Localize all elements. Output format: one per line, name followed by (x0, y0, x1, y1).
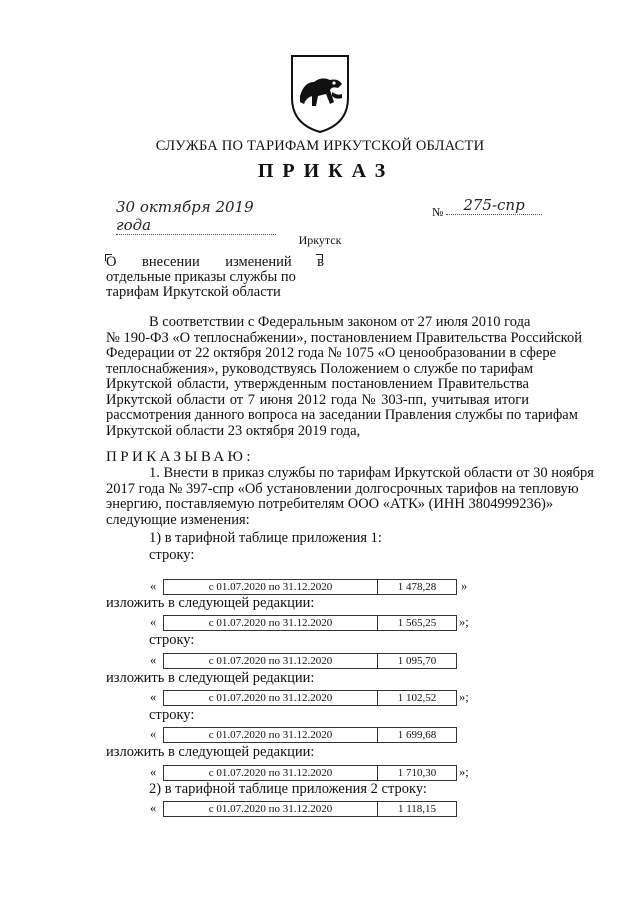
subitem-1-heading: 1) в тарифной таблице приложения 1: (149, 530, 382, 546)
open-quote: « (150, 579, 157, 593)
subject-line: тарифам Иркутской области (106, 284, 281, 300)
item-1-line: следующие изменения: (106, 511, 250, 528)
tariff-row (0, 801, 640, 817)
tariff-row (0, 690, 640, 706)
preamble-line: Иркутской области от 7 июня 2012 года № 303-пп, учитывая итоги (106, 391, 529, 408)
tariff-row (0, 579, 640, 595)
close-quote: »; (459, 765, 469, 779)
close-quote: » (461, 579, 468, 593)
order-number-handwritten: 275-спр (446, 196, 542, 215)
close-quote: »; (459, 615, 469, 629)
preamble-line: теплоснабжения», руководствуясь Положением о службе по тарифам (106, 360, 534, 377)
edit-phrase: изложить в следующей редакции: (106, 670, 315, 686)
tariff-table (163, 801, 457, 817)
item-1-paragraph (106, 465, 594, 528)
preamble-paragraph (106, 314, 582, 439)
item-1-line: 1. Внести в приказ службы по тарифам Иркутской области от 30 ноября (149, 465, 594, 481)
subitem-2-heading: 2) в тарифной таблице приложения 2 строку: (149, 781, 427, 797)
tariff-value: 1 478,28 (397, 581, 437, 593)
order-date-handwritten: 30 октября 2019 года (116, 198, 276, 235)
order-number-label: № (432, 205, 444, 219)
tariff-period: с 01.07.2020 по 31.12.2020 (164, 728, 378, 742)
orders-word: ПРИКАЗЫВАЮ: (106, 449, 254, 465)
edit-phrase: изложить в следующей редакции: (106, 595, 315, 611)
item-1-line: энергию, поставляемую потребителям ООО «АТК» (ИНН 3804999236)» (106, 496, 554, 512)
order-subject (106, 255, 324, 300)
tariff-value: 1 102,52 (397, 692, 437, 704)
row-word: строку: (149, 632, 195, 648)
tariff-table (163, 690, 457, 706)
preamble-line: Иркутской области, утвержденным постановлением Правительства (106, 376, 529, 392)
document-title: ПРИКАЗ (257, 160, 395, 182)
agency-name: СЛУЖБА ПО ТАРИФАМ ИРКУТСКОЙ ОБЛАСТИ (155, 138, 485, 154)
coat-of-arms-emblem (288, 52, 352, 134)
item-1-line: 2017 года № 397-спр «Об установлении долгосрочных тарифов на тепловую (106, 480, 579, 497)
preamble-line: Иркутской области 23 октября 2019 года, (106, 422, 361, 439)
preamble-line: № 190-ФЗ «О теплоснабжении», постановлением Правительства Российской (106, 329, 582, 346)
open-quote: « (150, 727, 157, 741)
close-quote: »; (459, 690, 469, 704)
city-name: Иркутск (298, 233, 342, 247)
subject-line: отдельные приказы службы по (106, 269, 296, 285)
tariff-value: 1 710,30 (397, 767, 437, 779)
open-quote: « (150, 690, 157, 704)
open-quote: « (150, 801, 157, 815)
tariff-period: с 01.07.2020 по 31.12.2020 (164, 580, 378, 594)
preamble-line: Федерации от 22 октября 2012 года № 1075 «О ценообразовании в сфере (106, 345, 557, 361)
tariff-period: с 01.07.2020 по 31.12.2020 (164, 802, 378, 816)
tariff-value: 1 699,68 (397, 729, 437, 741)
tariff-table (163, 727, 457, 743)
tariff-table (163, 653, 457, 669)
tariff-row (0, 727, 640, 743)
edit-phrase: изложить в следующей редакции: (106, 744, 315, 760)
open-quote: « (150, 765, 157, 779)
tariff-value: 1 095,70 (397, 655, 437, 667)
tariff-period: с 01.07.2020 по 31.12.2020 (164, 766, 378, 780)
tariff-table (163, 765, 457, 781)
tariff-table (163, 615, 457, 631)
open-quote: « (150, 615, 157, 629)
tariff-table (163, 579, 457, 595)
tariff-period: с 01.07.2020 по 31.12.2020 (164, 616, 378, 630)
tariff-value: 1 118,15 (397, 803, 437, 815)
tariff-row (0, 615, 640, 631)
tariff-value: 1 565,25 (397, 617, 437, 629)
row-word: строку: (149, 547, 195, 563)
preamble-line: В соответствии с Федеральным законом от 27 июля 2010 года (149, 314, 531, 330)
open-quote: « (150, 653, 157, 667)
tariff-row (0, 653, 640, 669)
row-word: строку: (149, 707, 195, 723)
tariff-period: с 01.07.2020 по 31.12.2020 (164, 654, 378, 668)
subject-line: О внесении изменений в (106, 254, 324, 270)
preamble-line: рассмотрения данного вопроса на заседании Правления службы по тарифам (106, 407, 578, 423)
tariff-period: с 01.07.2020 по 31.12.2020 (164, 691, 378, 705)
tariff-row (0, 765, 640, 781)
